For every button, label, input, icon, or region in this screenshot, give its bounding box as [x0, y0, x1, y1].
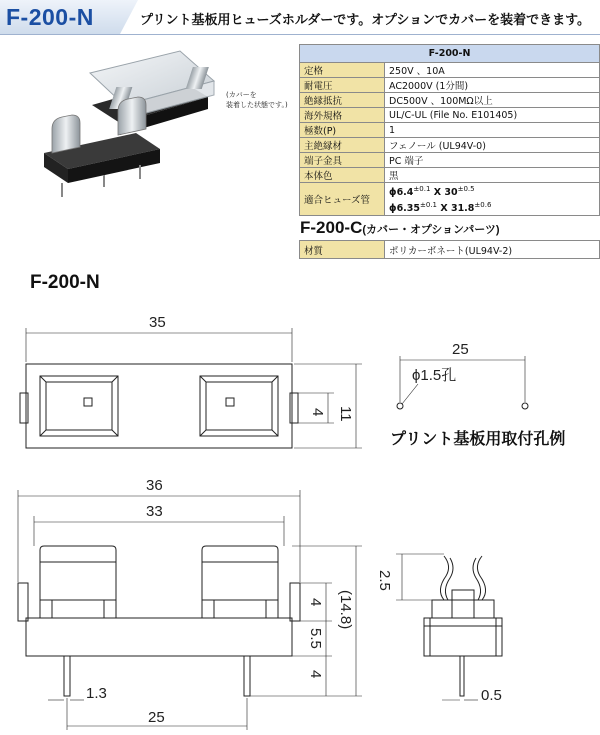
- front-view: [18, 477, 362, 730]
- spec-key: 極数(P): [300, 123, 385, 138]
- option-title: F-200-C(カバー・オプションパーツ): [300, 218, 500, 237]
- dim-overall-36: 36: [146, 477, 163, 494]
- spec-key: 定格: [300, 63, 385, 78]
- spec-key: 端子金具: [300, 153, 385, 168]
- dim-hole-diameter: ϕ1.5孔: [412, 367, 457, 384]
- page-description: プリント基板用ヒューズホルダーです。オプションでカバーを装着できます。: [140, 13, 591, 28]
- spec-key: 耐電圧: [300, 78, 385, 93]
- dim-side-0-5: 0.5: [481, 687, 502, 704]
- photo-caption-2: 装着した状態です。): [226, 101, 288, 109]
- page-title: F-200-N: [6, 4, 94, 30]
- dim-hole-spacing: 25: [452, 341, 469, 358]
- option-subtitle: (カバー・オプションパーツ): [362, 224, 500, 236]
- dim-inner-33: 33: [146, 503, 163, 520]
- spec-value: フェノール (UL94V-0): [385, 138, 600, 153]
- spec-value: PC 端子: [385, 153, 600, 168]
- spec-key: 絶縁抵抗: [300, 93, 385, 108]
- spec-value: UL/C-UL (File No. E101405): [385, 108, 600, 123]
- dim-width-11: 11: [337, 406, 354, 422]
- spec-key: 主絶縁材: [300, 138, 385, 153]
- hole-right: [522, 403, 528, 409]
- spec-key: 本体色: [300, 168, 385, 183]
- dim-length-35: 35: [149, 314, 166, 331]
- spec-table-header: F-200-N: [300, 45, 600, 63]
- dim-pin-1-3: 1.3: [86, 685, 107, 702]
- spec-key-fuse: 適合ヒューズ管: [300, 183, 385, 216]
- spec-value: 250V 、10A: [385, 63, 600, 78]
- pcb-hole-layout: [397, 341, 528, 409]
- fuse-size-2: $\phi 6.35^{\pm 0.1}$ X $31.8^{\pm 0.6}$: [389, 201, 492, 215]
- hole-layout-label: プリント基板用取付孔例: [390, 429, 566, 448]
- photo-caption-1: (カバーを: [226, 91, 257, 99]
- option-value: ポリカーボネート(UL94V-2): [385, 241, 600, 259]
- spec-value: 1: [385, 123, 600, 138]
- spec-key: 海外規格: [300, 108, 385, 123]
- dim-h-4a: 4: [307, 598, 324, 607]
- option-key: 材質: [300, 241, 385, 259]
- dim-pitch-25: 25: [148, 709, 165, 726]
- dim-h-4b: 4: [307, 670, 324, 679]
- spec-value: 黒: [385, 168, 600, 183]
- dim-side-2-5: 2.5: [376, 570, 393, 591]
- drawing-model-label: F-200-N: [30, 272, 100, 293]
- dim-inner-4: 4: [309, 408, 326, 417]
- dim-total-14-8: (14.8): [337, 590, 354, 630]
- top-view: [20, 314, 362, 448]
- side-view: [376, 554, 502, 704]
- spec-value: AC2000V (1分間): [385, 78, 600, 93]
- spec-value: DC500V 、100MΩ以上: [385, 93, 600, 108]
- fuse-size-1: $\phi 6.4^{\pm 0.1}$ X $30^{\pm 0.5}$: [389, 185, 475, 199]
- dim-h-5-5: 5.5: [307, 628, 324, 649]
